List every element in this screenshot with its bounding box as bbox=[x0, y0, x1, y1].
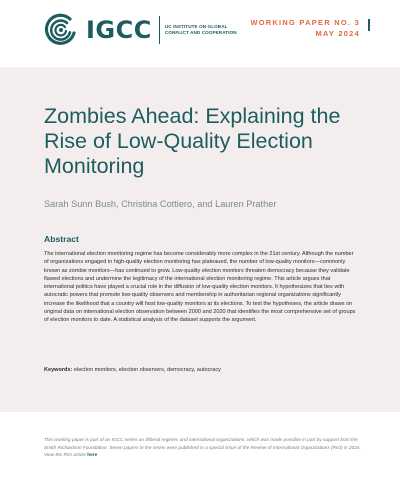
keywords bbox=[44, 366, 358, 374]
page-header bbox=[0, 0, 400, 67]
accent-bar bbox=[368, 19, 370, 31]
paper-title: Zombies Ahead: Explaining the Rise of Low-Quality Election Monitoring bbox=[44, 104, 341, 178]
abstract-heading: Abstract bbox=[44, 234, 79, 244]
igcc-logo[interactable] bbox=[44, 13, 245, 47]
author-list: Sarah Sunn Bush, Christina Cottiero, and Lauren Prather bbox=[44, 199, 277, 209]
concentric-arcs-icon bbox=[44, 13, 78, 47]
paper-meta bbox=[250, 17, 360, 39]
logo-divider bbox=[159, 16, 160, 44]
footer-note-text: This working paper is part of an IGCC series on illiberal regimes and international organizations, which was made possible in part by support from the Smith Richardson Foundation. Seven papers in the series were published in a special issue of the Review of International Organizations (RIO) in 2024. View the RIO article bbox=[44, 438, 361, 459]
publication-date: MAY 2024 bbox=[315, 29, 360, 38]
abstract-body: The international election monitoring regime has become considerably more complex in the 21st century. Although the number of organizations engaged in high-quality election monitoring has plateaued, the number of low-quality monitors—commonly known as zombie monitors—has continued to grow. Low-quality election monitors threaten democracy because they validate flawed elections and undermine the legitimacy of the international election monitoring regime. This article argues that international politics have played a crucial role in the diffusion of low-quality election monitors. It hypothesizes that ties with autocratic powers that promote low-quality observers and membership in authoritarian regional organizations significantly increase the likelihood that a country will host low-quality monitors at its elections. To test the hypotheses, the article draws on original data on international election observation between 2000 and 2020 that identifies the most comprehensive set of groups of election monitors to date. A statistical analysis of the dataset supports the argument. bbox=[44, 251, 356, 324]
footer-note bbox=[44, 437, 364, 460]
logo-subtitle: UC INSTITUTE ON GLOBAL CONFLICT AND COOPERATION bbox=[164, 24, 237, 35]
keywords-label: Keywords: bbox=[44, 367, 73, 373]
keywords-list: election monitors, election observers, democracy, autocracy bbox=[73, 367, 221, 373]
logo-wordmark: IGCC bbox=[86, 16, 152, 44]
series-label: WORKING PAPER NO. 3 bbox=[250, 18, 360, 27]
rio-article-link[interactable]: here bbox=[87, 453, 98, 459]
